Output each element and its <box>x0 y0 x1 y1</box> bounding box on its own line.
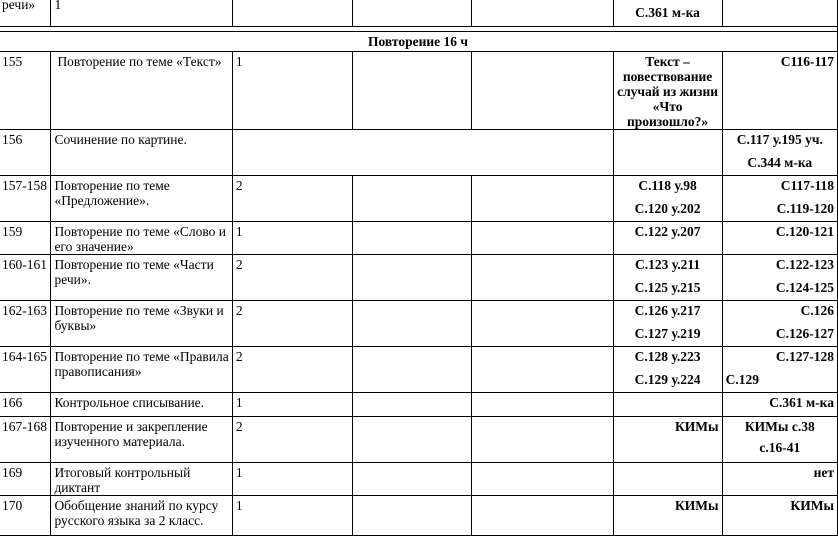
row-topic: Сочинение по картине. <box>51 130 232 176</box>
row-textbook: С.122 у.207 <box>613 222 722 255</box>
row-workbook: С.361 м-ка <box>722 393 837 417</box>
row-hours: 2 <box>232 417 353 463</box>
row-hours: 2 <box>232 176 353 222</box>
row-hours: 2 <box>232 301 353 347</box>
row-topic: Повторение по теме «Звуки и буквы» <box>51 301 232 347</box>
row-number: 160-161 <box>0 255 51 301</box>
table-row <box>0 255 838 301</box>
row-workbook: С.117 у.195 уч. С.344 м-ка <box>722 130 837 176</box>
row-workbook: С.126 С.126-127 <box>722 301 837 347</box>
row-number: 164-165 <box>0 347 51 393</box>
row-textbook <box>613 130 722 176</box>
row-number: 157-158 <box>0 176 51 222</box>
row-textbook: С.126 у.217 С.127 у.219 <box>613 301 722 347</box>
section-header <box>0 32 838 52</box>
row-workbook: КИМы с.38 с.16-41 <box>722 417 837 463</box>
row-workbook: нет <box>722 463 837 496</box>
table-row <box>0 52 838 130</box>
section-title: Повторение 16 ч <box>0 32 838 52</box>
row-topic: Повторение и закрепление изученного материала. <box>51 417 232 463</box>
table-row <box>0 393 838 417</box>
row-workbook: С117-118 С.119-120 <box>722 176 837 222</box>
row-workbook: С116-117 <box>722 52 837 130</box>
row-number: 159 <box>0 222 51 255</box>
table-row <box>0 417 838 463</box>
row-textbook <box>613 463 722 496</box>
row-hours: 1 <box>232 463 353 496</box>
row-topic: Обобщение знаний по курсу русского языка за 2 класс. <box>51 496 232 536</box>
table-row <box>0 496 838 536</box>
row-topic: Повторение по теме «Предложение». <box>51 176 232 222</box>
row-hours: 1 <box>232 496 353 536</box>
row-topic: Повторение по теме «Текст» <box>51 52 232 130</box>
row-topic: Повторение по теме «Части речи». <box>51 255 232 301</box>
row-workbook: С.120-121 <box>722 222 837 255</box>
row-topic: Контрольное списывание. <box>51 393 232 417</box>
table-row <box>0 130 838 176</box>
row-textbook: КИМы <box>613 496 722 536</box>
row-number: 162-163 <box>0 301 51 347</box>
row-hours: 2 <box>232 347 353 393</box>
table-row <box>0 463 838 496</box>
row-hours: 1 <box>232 52 353 130</box>
row-number: 155 <box>0 52 51 130</box>
row-textbook: С.128 у.223 С.129 у.224 <box>613 347 722 393</box>
row-workbook: С.122-123 С.124-125 <box>722 255 837 301</box>
row-workbook: С.127-128 С.129 <box>722 347 837 393</box>
row-topic: Итоговый контрольный диктант <box>51 463 232 496</box>
row-textbook: С.118 у.98 С.120 у.202 <box>613 176 722 222</box>
row-number: 167-168 <box>0 417 51 463</box>
row-hours: 1 <box>232 393 353 417</box>
row-textbook: Текст – повествование случай из жизни «Что произошло?» <box>613 52 722 130</box>
table-row <box>0 0 838 27</box>
row-topic: Повторение по теме «Правила правописания» <box>51 347 232 393</box>
row-number: 169 <box>0 463 51 496</box>
row-number: речи» <box>0 0 51 27</box>
row-number: 170 <box>0 496 51 536</box>
table-row <box>0 301 838 347</box>
row-textbook: КИМы <box>613 417 722 463</box>
row-hours: 2 <box>232 255 353 301</box>
row-number: 156 <box>0 130 51 176</box>
row-textbook: С.123 у.211 С.125 у.215 <box>613 255 722 301</box>
table-row <box>0 176 838 222</box>
row-number: 166 <box>0 393 51 417</box>
table-row <box>0 347 838 393</box>
row-topic: Повторение по теме «Слово и его значение» <box>51 222 232 255</box>
row-textbook: С.361 м-ка <box>613 0 722 27</box>
row-topic: 1 <box>51 0 232 27</box>
row-workbook: КИМы <box>722 496 837 536</box>
table-row <box>0 222 838 255</box>
row-hours: 1 <box>232 222 353 255</box>
row-textbook <box>613 393 722 417</box>
